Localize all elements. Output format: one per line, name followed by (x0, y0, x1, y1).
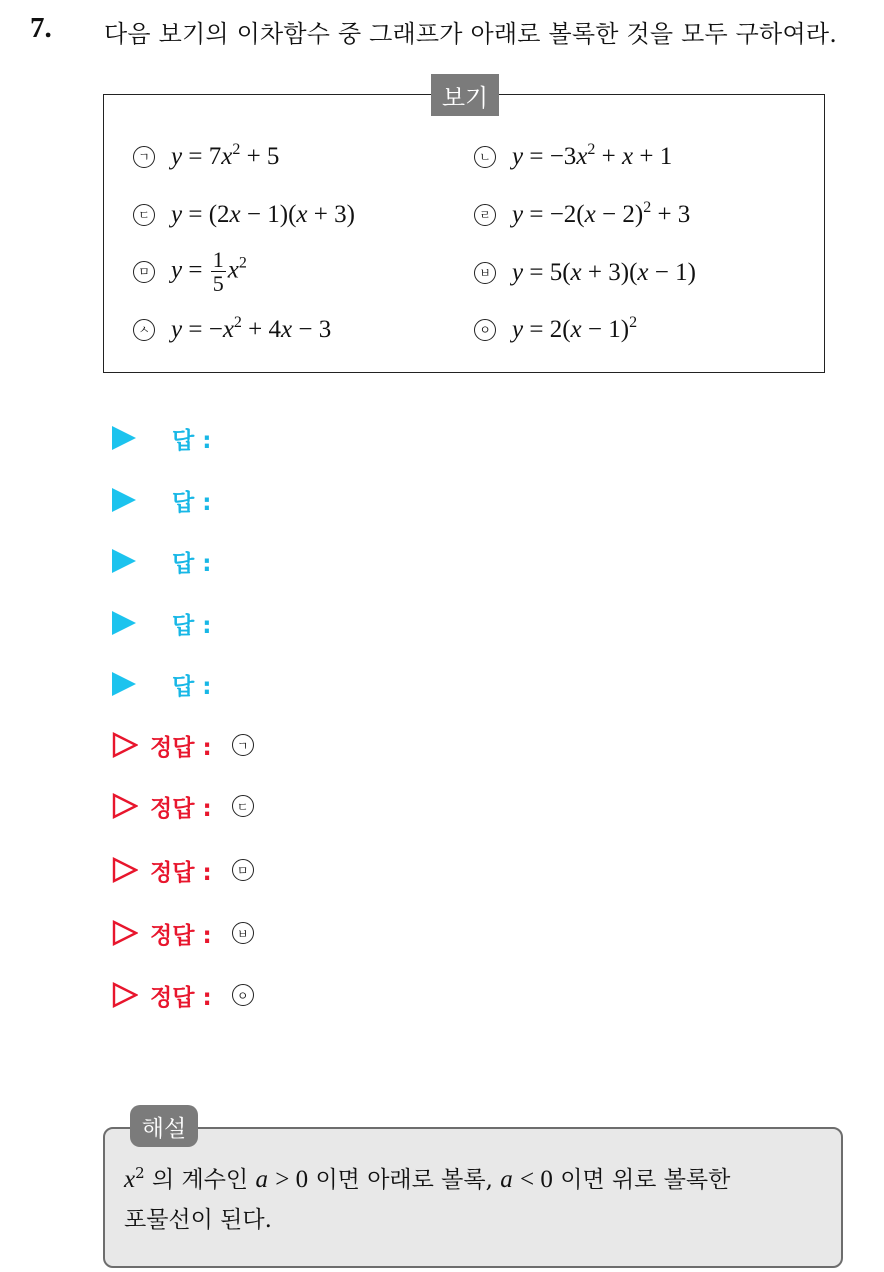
correct-answer-row (112, 855, 254, 885)
correct-answer-value: ㅂ (232, 922, 254, 944)
answer-blank-row[interactable] (112, 608, 211, 638)
option-mieum (133, 248, 247, 295)
question-number: 7. (30, 12, 52, 44)
correct-answer-label: 정답 : (150, 984, 212, 1011)
option-rieul (474, 201, 690, 229)
option-bieup (474, 259, 696, 287)
explanation-line-2: 포물선이 된다. (124, 1207, 272, 1233)
option-siot (133, 316, 331, 344)
correct-answer-value: ㄱ (232, 734, 254, 756)
correct-answer-label: 정답 : (150, 859, 212, 886)
option-giyeok (133, 143, 279, 171)
outline-triangle-icon (112, 732, 138, 758)
correct-answer-value: ㅇ (232, 984, 254, 1006)
option-marker: ㄷ (133, 204, 155, 226)
question-text: 다음 보기의 이차함수 중 그래프가 아래로 볼록한 것을 모두 구하여라. (104, 20, 838, 48)
answer-label: 답 : (172, 612, 212, 639)
correct-answer-label: 정답 : (150, 922, 212, 949)
explanation-label: 해설 (130, 1105, 198, 1147)
option-marker: ㅅ (133, 319, 155, 341)
correct-answer-row (112, 730, 254, 760)
option-ieung (474, 316, 637, 344)
option-equation: $y = -3x^2 + x + 1$ (512, 141, 673, 170)
outline-triangle-icon (112, 857, 138, 883)
option-marker: ㅂ (474, 262, 496, 284)
answer-label: 답 : (172, 427, 212, 454)
option-marker: ㄱ (133, 146, 155, 168)
option-equation: y = $\frac{1}{5}$ $x^2$ (171, 247, 247, 297)
answer-blank-row[interactable] (112, 485, 211, 515)
option-equation: $y = 2(x - 1)^2$ (512, 314, 638, 343)
option-equation: y = (2x − 1)(x + 3) (171, 201, 355, 228)
explanation-text (124, 1160, 830, 1240)
outline-triangle-icon (112, 793, 138, 819)
play-triangle-icon (112, 672, 136, 696)
bogi-label: 보기 (431, 74, 499, 116)
play-triangle-icon (112, 611, 136, 635)
option-equation: $y = -2(x - 2)^2 + 3$ (512, 199, 691, 228)
option-nieun (474, 143, 672, 171)
option-digeut (133, 201, 355, 229)
answer-label: 답 : (172, 550, 212, 577)
answer-blank-row[interactable] (112, 423, 211, 453)
outline-triangle-icon (112, 920, 138, 946)
answer-label: 답 : (172, 489, 212, 516)
correct-answer-row (112, 918, 254, 948)
correct-answer-value: ㄷ (232, 795, 254, 817)
correct-answer-row (112, 980, 254, 1010)
option-equation: y = 5(x + 3)(x − 1) (512, 259, 696, 286)
correct-answer-value: ㅁ (232, 859, 254, 881)
option-marker: ㅇ (474, 319, 496, 341)
explanation-line-1: $x^2$ 의 계수인 a > 0 이면 아래로 볼록, a < 0 이면 위로 볼록한 (124, 1164, 731, 1193)
option-marker: ㄴ (474, 146, 496, 168)
play-triangle-icon (112, 488, 136, 512)
correct-answer-row (112, 791, 254, 821)
play-triangle-icon (112, 549, 136, 573)
answer-blank-row[interactable] (112, 669, 211, 699)
option-marker: ㄹ (474, 204, 496, 226)
option-marker: ㅁ (133, 261, 155, 283)
correct-answer-label: 정답 : (150, 795, 212, 822)
option-equation: $y = 7x^2 + 5$ (171, 141, 280, 170)
play-triangle-icon (112, 426, 136, 450)
outline-triangle-icon (112, 982, 138, 1008)
answer-blank-row[interactable] (112, 546, 211, 576)
option-equation: $y = -x^2 + 4x - 3$ (171, 314, 332, 343)
answer-label: 답 : (172, 673, 212, 700)
correct-answer-label: 정답 : (150, 734, 212, 761)
